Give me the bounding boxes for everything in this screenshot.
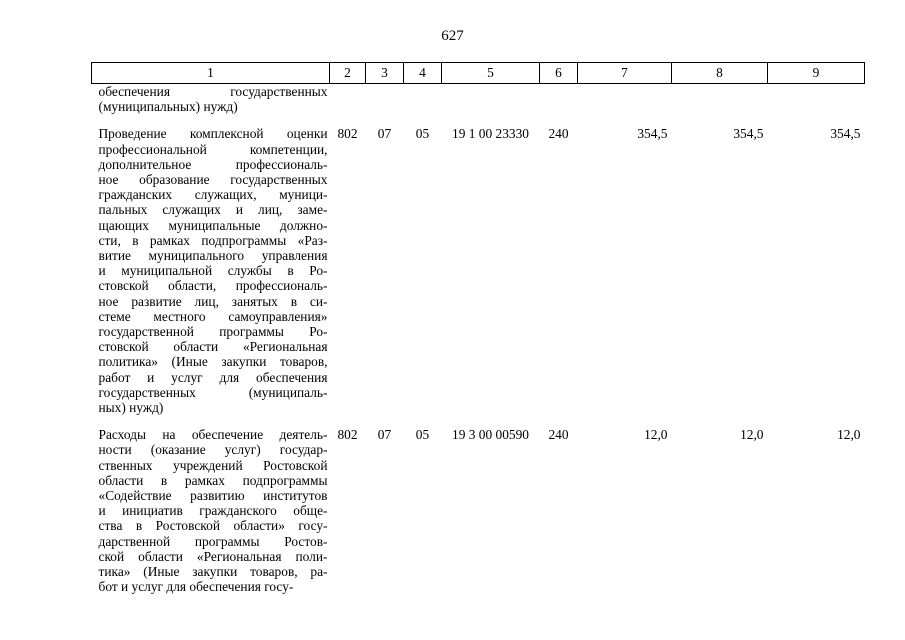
description-line: государственной программы Ро- [98,324,328,340]
ministry-code: 802 [337,427,358,443]
column-header-9: 9 [768,63,865,84]
description-line: стеме местного самоуправления» [98,308,328,324]
description-line: государственных (муниципаль- [98,384,328,400]
row-description [92,84,330,115]
description-line: обеспечения государственных [98,84,328,99]
amount-year-3: 12,0 [837,427,861,443]
description-line: стовской области, профессиональ- [98,278,328,294]
description-line: профессиональной компетенции, [98,141,328,157]
description-line: области в рамках подпрограммы [98,472,328,488]
description-line: дополнительное профессиональ- [98,156,328,172]
description-line: ных) нужд) [98,400,164,416]
description-line: гражданских служащих, муници- [98,187,328,203]
column-header-1: 1 [92,63,330,84]
description-line: и муниципальной службы в Ро- [98,263,328,279]
ministry-code: 802 [337,126,358,142]
row-description [92,415,330,594]
amount-year-3 [768,84,865,115]
description-line: пальных служащих и лиц, заме- [98,202,328,218]
section-code: 07 [377,427,392,443]
subsection-code: 05 [415,126,430,142]
ministry-code [330,84,366,115]
description-line: ное образование государственных [98,172,328,188]
target-article-code: 19 1 00 23330 [452,126,529,142]
row-description [92,114,330,415]
table-row [92,84,865,115]
column-header-6: 6 [540,63,578,84]
section-code [366,84,404,115]
column-header-2: 2 [330,63,366,84]
column-header-4: 4 [404,63,442,84]
table-body [92,84,865,595]
target-article-code [442,84,540,115]
amount-year-1: 12,0 [644,427,668,443]
description-line: Расходы на обеспечение деятель- [98,427,328,443]
expense-type-code [540,84,578,115]
description-line: дарственной программы Ростов- [98,533,328,549]
description-line: тика» (Иные закупки товаров, ра- [98,564,328,580]
description-line: (муниципальных) нужд) [98,99,238,115]
expense-type-code: 240 [548,126,569,142]
subsection-code [404,84,442,115]
amount-year-1: 354,5 [637,126,668,142]
header-row [92,63,865,84]
column-header-5: 5 [442,63,540,84]
description-line: и инициатив гражданского обще- [98,503,328,519]
amount-year-3: 354,5 [830,126,861,142]
description-line: стовской области «Региональная [98,339,328,355]
description-line: ства в Ростовской области» госу- [98,518,328,534]
description-line: ской области «Региональная поли- [98,548,328,564]
amount-year-2: 12,0 [740,427,764,443]
description-line: витие муниципального управления [98,248,328,264]
expense-type-code: 240 [548,427,569,443]
amount-year-1 [578,84,672,115]
budget-table [91,62,865,595]
target-article-code: 19 3 00 00590 [452,427,529,443]
section-code: 07 [377,126,392,142]
description-line: работ и услуг для обеспечения [98,369,328,385]
amount-year-2 [672,84,768,115]
column-header-8: 8 [672,63,768,84]
description-line: Проведение комплексной оценки [98,126,328,142]
description-line: ное развитие лиц, занятых в си- [98,293,328,309]
column-header-7: 7 [578,63,672,84]
column-header-3: 3 [366,63,404,84]
table-row [92,114,865,415]
description-line: политика» (Иные закупки товаров, [98,354,328,370]
page-number: 627 [441,28,464,44]
subsection-code: 05 [415,427,430,443]
description-line: «Содействие развитию институтов [98,488,328,504]
table-row [92,415,865,594]
description-line: бот и услуг для обеспечения госу- [98,579,294,595]
description-line: ственных учреждений Ростовской [98,457,328,473]
description-line: щающих муниципальные должно- [98,217,328,233]
amount-year-2: 354,5 [733,126,764,142]
description-line: ности (оказание услуг) государ- [98,442,328,458]
description-line: сти, в рамках подпрограммы «Раз- [98,232,328,248]
